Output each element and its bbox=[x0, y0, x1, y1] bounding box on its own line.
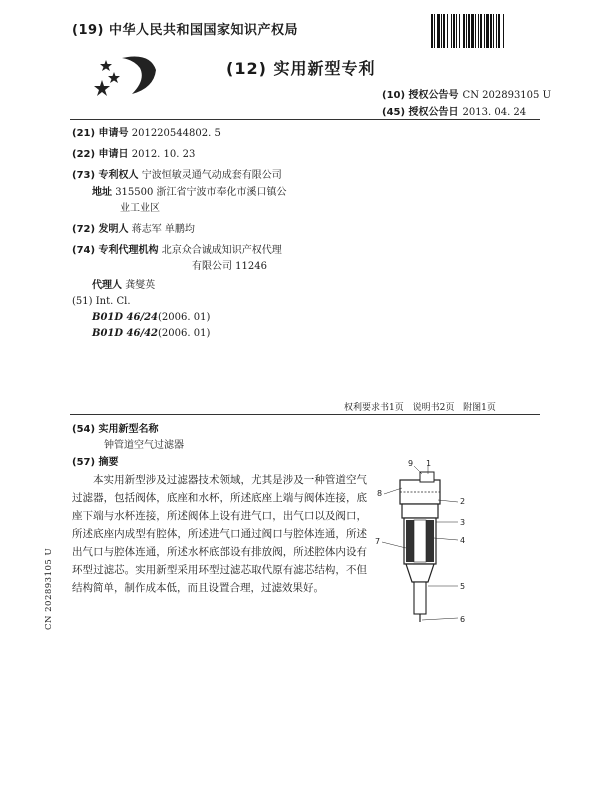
inventors-label: (72) 发明人 bbox=[72, 224, 129, 235]
application-number-label: (21) 申请号 bbox=[72, 128, 129, 139]
figure-label: 7 bbox=[375, 537, 381, 546]
document-type-title: (12) 实用新型专利 bbox=[226, 59, 376, 78]
ipc-entry bbox=[92, 312, 210, 323]
figure-label: 8 bbox=[377, 489, 383, 498]
inventors-row bbox=[72, 220, 195, 235]
abstract-label: (57) 摘要 bbox=[72, 457, 119, 468]
figure-label: 2 bbox=[460, 497, 466, 506]
emblem-icon bbox=[92, 50, 160, 98]
filter-drawing bbox=[372, 458, 472, 628]
utility-model-title-label: (54) 实用新型名称 bbox=[72, 424, 159, 435]
intcl-label: (51) Int. Cl. bbox=[72, 296, 131, 307]
publication-date-row bbox=[382, 103, 526, 118]
ipc-code: B01D 46/42 bbox=[92, 328, 159, 339]
figure-label: 1 bbox=[426, 459, 432, 468]
agency-row bbox=[72, 241, 282, 256]
filing-date: 2012. 10. 23 bbox=[131, 149, 196, 160]
patentee-label: (73) 专利权人 bbox=[72, 170, 139, 181]
ipc-entry bbox=[92, 328, 210, 339]
patentee: 宁波恒敏灵通气动成套有限公司 bbox=[141, 170, 282, 181]
office-name: (19) 中华人民共和国国家知识产权局 bbox=[72, 23, 298, 38]
barcode bbox=[431, 14, 531, 48]
agency-label: (74) 专利代理机构 bbox=[72, 245, 159, 256]
inventors: 蒋志军 单鹏均 bbox=[131, 224, 195, 235]
agency-line-2: 有限公司 11246 bbox=[192, 261, 267, 272]
ipc-date: (2006. 01) bbox=[158, 328, 211, 339]
header-divider bbox=[70, 119, 540, 120]
publication-date: 2013. 04. 24 bbox=[462, 107, 527, 118]
figure-label: 6 bbox=[460, 615, 466, 624]
address-line-2: 业工业区 bbox=[120, 203, 160, 214]
abstract-text: 本实用新型涉及过滤器技术领域，尤其是涉及一种管道空气过滤器，包括阀体，底座和水杯，所述底座上端与阀体连接，底座下端与水杯连接，所述阀体上设有进气口，出气口以及阀口，所述底座内成型有腔体，所述进气口通过阀口与腔体连通，所述出气口与腔体连通，所述水杯底部设有排放阀，所述腔体内设有环型过滤芯。实用新型采用环型过滤芯取代原有滤芯结构，不但结构简单，制作成本低，而且设置合理，过滤效果好。 bbox=[72, 474, 367, 594]
page-counts: 权利要求书1页 说明书2页 附图1页 bbox=[344, 403, 496, 413]
ipc-date: (2006. 01) bbox=[158, 312, 211, 323]
filing-date-row bbox=[72, 145, 195, 160]
patentee-row bbox=[72, 166, 282, 181]
address-line-1: 315500 浙江省宁波市奉化市溪口镇公 bbox=[115, 187, 287, 198]
section-divider bbox=[70, 414, 540, 415]
agency-line-1: 北京众合诚成知识产权代理 bbox=[161, 245, 282, 256]
filing-date-label: (22) 申请日 bbox=[72, 149, 129, 160]
figure-label: 5 bbox=[460, 582, 466, 591]
figure-label: 3 bbox=[460, 518, 466, 527]
publication-date-label: (45) 授权公告日 bbox=[382, 107, 459, 118]
utility-model-title: 钟管道空气过滤器 bbox=[104, 440, 184, 451]
publication-number-label: (10) 授权公告号 bbox=[382, 90, 459, 101]
abstract-body bbox=[72, 471, 367, 597]
application-number-row bbox=[72, 124, 221, 139]
agent-row bbox=[92, 276, 155, 291]
publication-number-row bbox=[382, 86, 551, 101]
agent: 龚燮英 bbox=[125, 280, 156, 291]
ipc-code: B01D 46/24 bbox=[92, 312, 159, 323]
barcode-bar bbox=[504, 14, 505, 48]
agent-label: 代理人 bbox=[92, 280, 122, 291]
figure-label: 9 bbox=[408, 459, 414, 468]
publication-number: CN 202893105 U bbox=[462, 90, 551, 101]
application-number: 201220544802. 5 bbox=[131, 128, 221, 139]
address-row bbox=[92, 183, 287, 198]
figure-label: 4 bbox=[460, 536, 466, 545]
side-publication-number: CN 202893105 U bbox=[44, 547, 54, 630]
address-label: 地址 bbox=[92, 187, 112, 198]
